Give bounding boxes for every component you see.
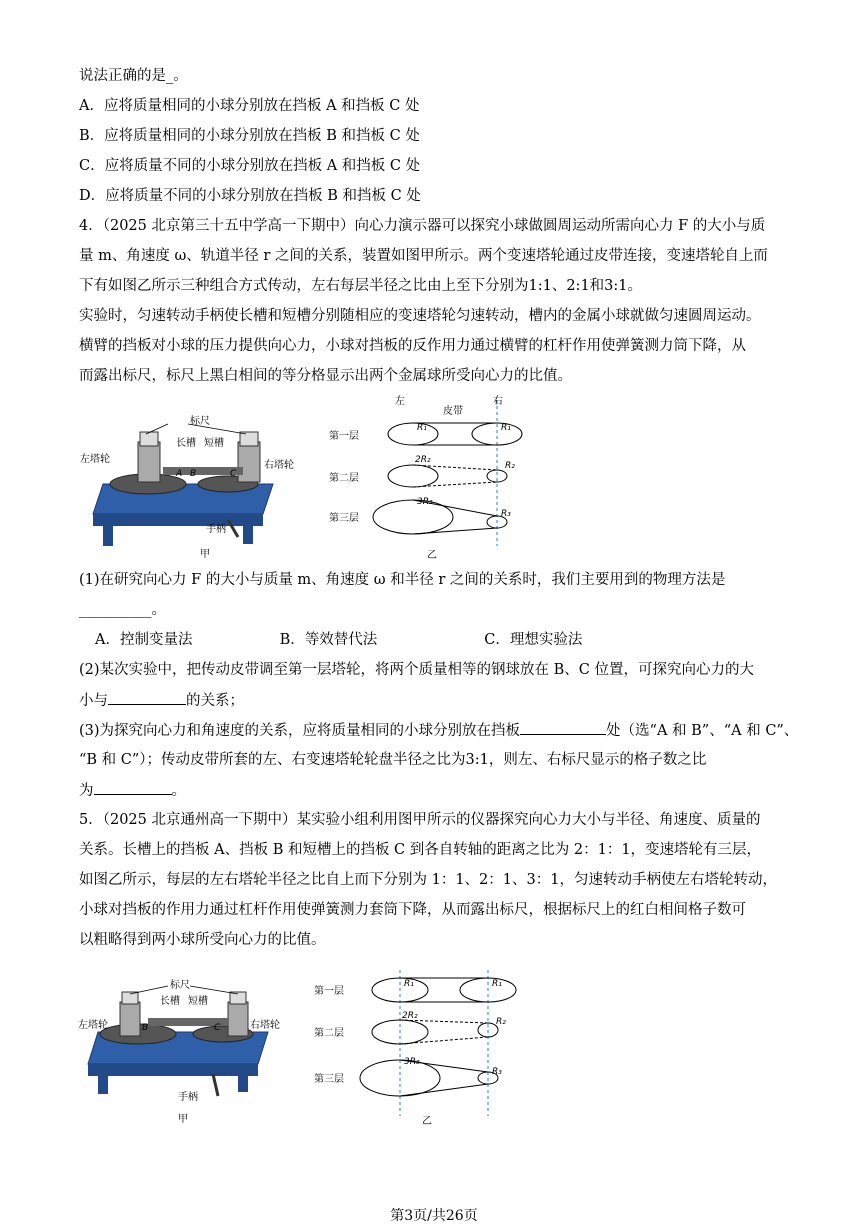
figure-caption: 乙: [427, 550, 437, 561]
label-layer2: 第二层: [329, 473, 359, 484]
question-5-line: 关系。长槽上的挡板 A、挡板 B 和短槽上的挡板 C 到各自转轴的距离之比为 2：1：1，变速塔轮有三层，: [79, 842, 762, 858]
option-a: A．应将质量相同的小球分别放在挡板 A 和挡板 C 处: [79, 98, 420, 114]
options-row: [95, 630, 582, 650]
question-5-line: 小球对挡板的作用力通过杠杆作用使弹簧测力套筒下降，从而露出标尺，根据标尺上的红白相间格子数可: [79, 902, 746, 918]
label-2r2: 2R₂: [415, 455, 431, 465]
answer-blank: [520, 720, 606, 735]
label-r3: R₃: [501, 509, 511, 519]
question-sub2-line: [79, 690, 244, 711]
label-changcao: 长槽: [176, 438, 196, 449]
label-layer1: 第一层: [329, 431, 359, 442]
question-5-line: 以粗略得到两小球所受向心力的比值。: [79, 932, 326, 948]
label-r1-right: R₁: [501, 423, 511, 433]
label-layer1: 第一层: [314, 986, 344, 997]
label-left-wheel: 左塔轮: [78, 1020, 108, 1031]
option-b: B．应将质量相同的小球分别放在挡板 B 和挡板 C 处: [79, 128, 420, 144]
figure-caption: 甲: [200, 549, 210, 560]
label-r1-left: R₁: [404, 979, 414, 989]
label-duancao: 短槽: [204, 438, 224, 449]
question-sub3-line: “B 和 C”）；传动皮带所套的左、右变速塔轮轮盘半径之比为3:1，则左、右标尺显示的格子数之比: [79, 752, 707, 768]
question-4-line: 实验时，匀速转动手柄使长槽和短槽分别随相应的变速塔轮匀速转动，槽内的金属小球就做匀速圆周运动。: [79, 308, 761, 324]
label-zuo: 左: [395, 396, 405, 407]
label-r2: R₂: [496, 1017, 506, 1027]
text-fragment: 为: [79, 783, 94, 799]
option-a: A．控制变量法: [95, 632, 193, 648]
text-fragment: 小与: [79, 693, 108, 709]
label-pidai: 皮带: [443, 406, 463, 417]
label-3r3: 3R₃: [417, 497, 433, 507]
label-a: A: [176, 469, 183, 479]
label-c: C: [214, 1023, 221, 1033]
text-fragment: 的关系；: [186, 693, 244, 709]
label-biaochi: 标尺: [190, 416, 210, 427]
apparatus-figure-jia-2: [78, 972, 288, 1132]
text-fragment: (3)为探究向心力和角速度的关系，应将质量相同的小球分别放在挡板: [79, 723, 521, 739]
label-left-wheel: 左塔轮: [80, 454, 110, 465]
question-sub3-line: [79, 780, 186, 801]
label-handle: 手柄: [178, 1092, 198, 1103]
figure-caption: 甲: [178, 1114, 188, 1125]
option-c: C．应将质量不同的小球分别放在挡板 A 和挡板 C 处: [79, 158, 421, 174]
text-fragment: 处（选“A 和 B”、“A 和 C”、: [606, 723, 799, 739]
option-d: D．应将质量不同的小球分别放在挡板 B 和挡板 C 处: [79, 188, 421, 204]
label-right-wheel: 右塔轮: [264, 460, 294, 471]
answer-blank: [108, 690, 186, 705]
question-sub1: (1)在研究向心力 F 的大小与质量 m、角速度 ω 和半径 r 之间的关系时，我们主要用到的物理方法是: [79, 572, 726, 588]
label-right-wheel: 右塔轮: [250, 1020, 280, 1031]
question-4-line: 量 m、角速度 ω、轨道半径 r 之间的关系，装置如图甲所示。两个变速塔轮通过皮带连接，变速塔轮自上而: [79, 248, 768, 264]
question-sub2: (2)某次实验中，把传动皮带调至第一层塔轮，将两个质量相等的钢球放在 B、C 位置，可探究向心力的大: [79, 662, 755, 678]
label-changcao: 长槽: [160, 996, 180, 1007]
label-r1-right: R₁: [492, 979, 502, 989]
label-you: 右: [493, 396, 503, 407]
question-5-line: 如图乙所示，每层的左右塔轮半径之比自上而下分别为 1：1、2：1、3：1，匀速转动手柄使左右塔轮转动，: [79, 872, 777, 888]
answer-blank: [94, 780, 172, 795]
question-4-line: 而露出标尺，标尺上黑白相间的等分格显示出两个金属球所受向心力的比值。: [79, 368, 572, 384]
label-r1-left: R₁: [417, 423, 427, 433]
page-footer: 第3页/共26页: [390, 1208, 478, 1224]
apparatus-figure-jia: [78, 402, 298, 562]
label-3r3: 3R₃: [404, 1057, 420, 1067]
option-b: B．等效替代法: [279, 632, 378, 648]
tower-wheels-figure-yi-2: [310, 966, 535, 1131]
label-duancao: 短槽: [188, 996, 208, 1007]
figure-caption: 乙: [422, 1116, 432, 1127]
text-fragment: 。: [171, 783, 186, 799]
question-4-line: 横臂的挡板对小球的压力提供向心力，小球对挡板的反作用力通过横臂的杠杆作用使弹簧测力筒下降，从: [79, 338, 746, 354]
label-2r2: 2R₂: [402, 1011, 418, 1021]
tower-wheels-figure-yi: [325, 394, 535, 564]
question-5-line: 5．（2025 北京通州高一下期中）某实验小组利用图甲所示的仪器探究向心力大小与半径、角速度、质量的: [79, 812, 761, 828]
label-r2: R₂: [505, 461, 515, 471]
label-biaochi: 标尺: [170, 980, 190, 991]
label-layer2: 第二层: [314, 1028, 344, 1039]
question-4-line: 4．（2025 北京第三十五中学高一下期中）向心力演示器可以探究小球做圆周运动所需向心力 F 的大小与质: [79, 218, 766, 234]
label-c: C: [230, 469, 237, 479]
question-sub1-blank: __________。: [79, 602, 166, 618]
label-b: B: [142, 1023, 149, 1033]
question-sub3: [79, 720, 798, 741]
label-b: B: [190, 469, 197, 479]
label-r3: R₃: [492, 1067, 502, 1077]
label-handle: 手柄: [206, 524, 226, 535]
option-c: C．理想实验法: [484, 632, 583, 648]
question-4-line: 下有如图乙所示三种组合方式传动，左右每层半径之比由上至下分别为1:1、2:1和3:1。: [79, 278, 643, 294]
label-layer3: 第三层: [329, 513, 359, 524]
text-line: 说法正确的是_。: [79, 68, 188, 84]
label-layer3: 第三层: [314, 1074, 344, 1085]
